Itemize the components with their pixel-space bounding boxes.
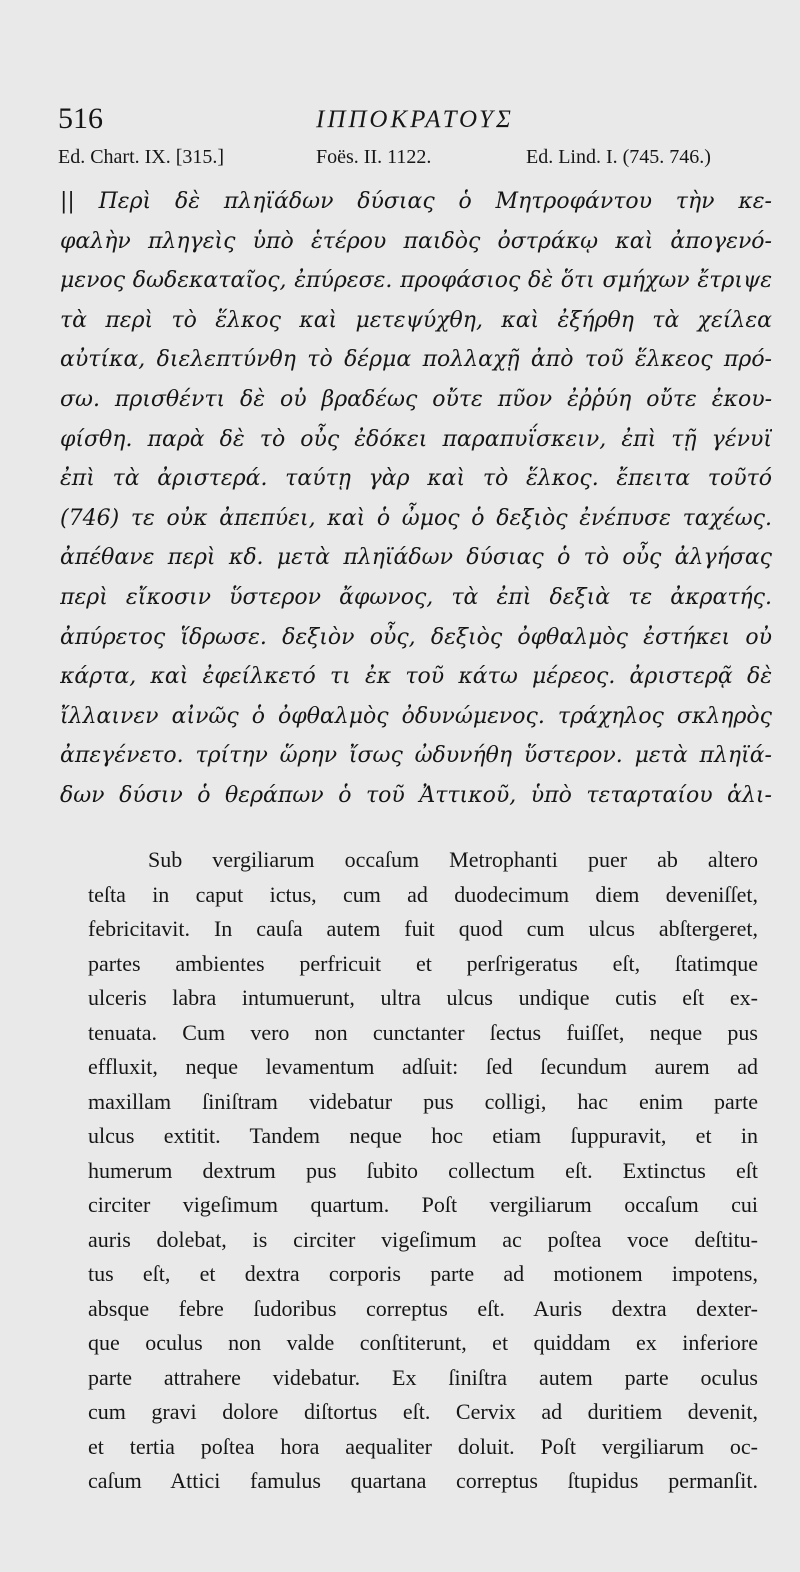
greek-line: ἀπύρετος ἵδρωσε. δεξιὸν οὖς, δεξιὸς ὀφθαλμὸς ἐστήκει οὐ: [60, 624, 772, 650]
latin-line: tus eſt, et dextra corporis parte ad motionem impotens,: [88, 1261, 758, 1286]
edition-references: [58, 146, 783, 176]
latin-line: febricitavit. In cauſa autem fuit quod cum ulcus abſtergeret,: [88, 916, 758, 941]
latin-line: humerum dextrum pus ſubito collectum eſt. Extinctus eſt: [88, 1157, 758, 1183]
running-title: ΙΠΠΟΚΡΑΤΟΥΣ: [316, 106, 514, 133]
latin-line: auris dolebat, is circiter vigeſimum ac poſtea voce deſtitu-: [88, 1226, 758, 1252]
greek-line: περὶ εἴκοσιν ὕστερον ἄφωνος, τὰ ἐπὶ δεξιὰ τε ἀκρατής.: [60, 584, 772, 610]
greek-line: || Περὶ δὲ πληϊάδων δύσιας ὁ Μητροφάντου τὴν κε-: [60, 189, 772, 214]
greek-text: [60, 182, 772, 816]
greek-line: κάρτα, καὶ ἐφείλκετό τι ἐκ τοῦ κάτω μέρεος. ἀριστερᾷ δὲ: [60, 664, 772, 690]
greek-line: φίσθη. παρὰ δὲ τὸ οὖς ἐδόκει παραπυΐσκειν, ἐπὶ τῇ γένυϊ: [60, 426, 772, 452]
greek-line: ἴλλαινεν αἰνῶς ὁ ὀφθαλμὸς ὀδυνώμενος. τράχηλος σκληρὸς: [60, 703, 772, 729]
latin-line: partes ambientes perfricuit et perſrigeratus eſt, ſtatimque: [88, 950, 758, 976]
latin-line: teſta in caput ictus, cum ad duodecimum diem deveniſſet,: [88, 881, 758, 907]
latin-translation: [88, 843, 758, 1499]
latin-line: et tertia poſtea hora aequaliter doluit. Poſt vergiliarum oc-: [88, 1433, 758, 1459]
edition-ref-foes: Foës. II. 1122.: [316, 146, 432, 168]
latin-line: parte attrahere videbatur. Ex ſiniſtra autem parte oculus: [88, 1364, 758, 1390]
greek-line: ἐπὶ τὰ ἀριστερά. ταύτῃ γὰρ καὶ τὸ ἕλκος. ἔπειτα τοῦτό: [60, 466, 772, 492]
latin-line: maxillam ſiniſtram videbatur pus colligi, hac enim parte: [88, 1088, 758, 1114]
greek-line: σω. πρισθέντι δὲ οὐ βραδέως οὔτε πῦον ἐῤῥύη οὔτε ἐκου-: [60, 386, 772, 412]
latin-line: effluxit, neque levamentum adſuit: ſed ſecundum aurem ad: [88, 1054, 758, 1079]
latin-line: caſum Attici famulus quartana correptus ſtupidus permanſit.: [88, 1468, 758, 1493]
latin-line: absque febre ſudoribus correptus eſt. Auris dextra dexter-: [88, 1295, 758, 1321]
latin-line: ulcus extitit. Tandem neque hoc etiam ſuppuravit, et in: [88, 1123, 758, 1148]
greek-line: μενος δωδεκαταῖος, ἐπύρεσε. προφάσιος δὲ ὅτι σμήχων ἔτριψε: [60, 268, 772, 294]
page-header: [58, 102, 778, 138]
latin-line: que oculus non valde conſtiterunt, et quiddam ex inferiore: [88, 1330, 758, 1355]
greek-line: τὰ περὶ τὸ ἕλκος καὶ μετεψύχθη, καὶ ἐξήρθη τὰ χείλεα: [60, 307, 772, 333]
greek-line: αὐτίκα, διελεπτύνθη τὸ δέρμα πολλαχῇ ἀπὸ τοῦ ἕλκεος πρό-: [60, 347, 772, 373]
page-number: 516: [58, 102, 103, 135]
latin-line: cum gravi dolore diſtortus eſt. Cervix ad duritiem devenit,: [88, 1399, 758, 1424]
greek-line: (746) τε οὐκ ἀπεπύει, καὶ ὁ ὦμος ὁ δεξιὸς ἐνέπυσε ταχέως.: [60, 505, 772, 531]
edition-ref-lind: Ed. Lind. I. (745. 746.): [526, 146, 711, 168]
latin-line: ulceris labra intumuerunt, ultra ulcus undique cutis eſt ex-: [88, 985, 758, 1010]
greek-line: φαλὴν πληγεὶς ὑπὸ ἑτέρου παιδὸς ὀστράκῳ καὶ ἀπογενό-: [60, 228, 772, 254]
latin-line: tenuata. Cum vero non cunctanter ſectus fuiſſet, neque pus: [88, 1019, 758, 1045]
greek-line: δων δύσιν ὁ θεράπων ὁ τοῦ Ἀττικοῦ, ὑπὸ τεταρταίου ἁλι-: [60, 782, 772, 808]
greek-line: ἀπεγένετο. τρίτην ὥρην ἴσως ὠδυνήθη ὕστερον. μετὰ πληϊά-: [60, 743, 772, 769]
latin-line: circiter vigeſimum quartum. Poſt vergiliarum occaſum cui: [88, 1192, 758, 1217]
greek-line: ἀπέθανε περὶ κδ. μετὰ πληϊάδων δύσιας ὁ τὸ οὖς ἀλγήσας: [60, 545, 772, 571]
latin-line: Sub vergiliarum occaſum Metrophanti puer ab altero: [148, 847, 758, 872]
edition-ref-chart: Ed. Chart. IX. [315.]: [58, 146, 225, 168]
